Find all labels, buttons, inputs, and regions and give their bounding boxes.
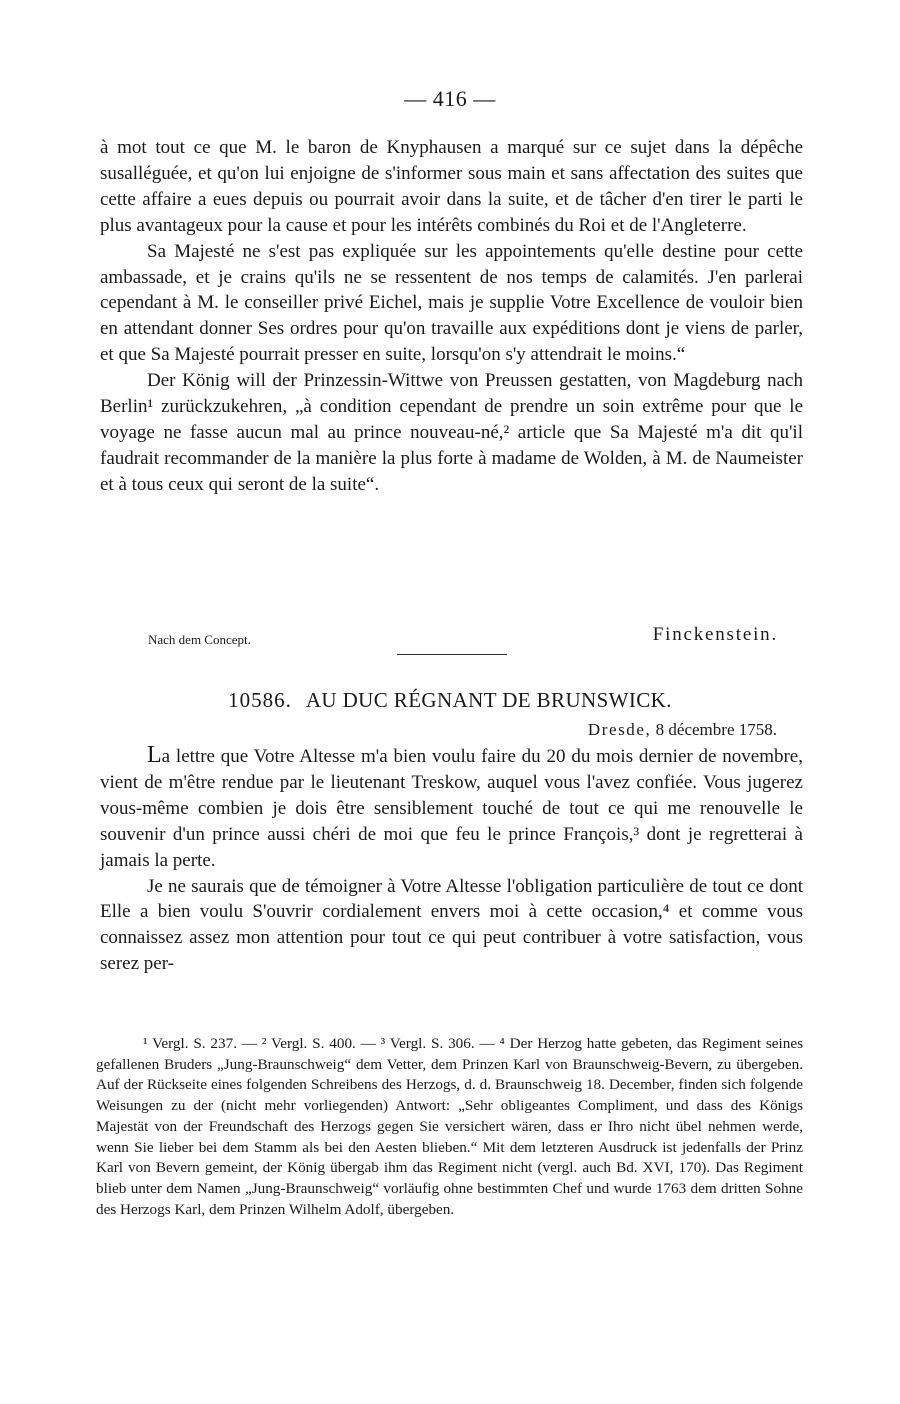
footnotes <box>96 1034 803 1220</box>
drop-cap: L <box>147 742 162 768</box>
dateline <box>588 720 777 740</box>
letter-body <box>100 743 803 977</box>
dateline-place: Dresde, <box>587 720 652 739</box>
paragraph <box>100 743 803 874</box>
paragraph: Je ne saurais que de témoigner à Votre Altesse l'obligation particulière de tout ce dont Elle a bien voulu S'ouvrir cordialement envers moi à cette occasion,⁴ et comme vous connaissez assez mon attention pour tout ce qui peut contribuer à votre satisfaction, vous serez per- <box>100 875 803 975</box>
paragraph: Sa Majesté ne s'est pas expliquée sur les appointements qu'elle destine pour cette ambassade, et je crains qu'ils ne se ressentent de nos temps de calamités. J'en parlerai cependant à M. le conseiller privé Eichel, mais je supplie Votre Excellence de vouloir bien en attendant donner Ses ordres pour qu'on travaille aux expéditions dont je viens de parler, et que Sa Majesté pourrait presser en suite, lorsqu'on s'y attendrait le moins.“ <box>100 240 803 366</box>
signature: Finckenstein. <box>652 624 778 645</box>
closing-row <box>148 624 778 650</box>
page-number: — 416 — <box>404 86 496 111</box>
section-divider <box>397 654 507 655</box>
source-note: Nach dem Concept. <box>148 632 251 647</box>
letter-number: 10586. <box>228 688 292 712</box>
letter-title: AU DUC RÉGNANT DE BRUNSWICK. <box>305 688 672 712</box>
paragraph: à mot tout ce que M. le baron de Knyphausen a marqué sur ce sujet dans la dépêche susalléguée, et qu'on lui enjoigne de s'informer sous main et sans affectation des suites que cette affaire a eues depuis ou pourrait avoir dans la suite, et de tâcher d'en tirer le parti le plus avantageux pour la cause et pour les intérêts combinés du Roi et de l'Angleterre. <box>100 137 803 236</box>
paragraph: Der König will der Prinzessin-Wittwe von Preussen gestatten, von Magdeburg nach Berlin¹ zurückzukehren, „à condition cependant de prendre un soin extrême pour que le voyage ne fasse aucun mal au prince nouveau-né,² article que Sa Majesté m'a dit qu'il faudrait recommander de la manière la plus forte à madame de Wolden, à M. de Naumeister et à tous ceux qui seront de la suite“. <box>100 370 803 495</box>
dateline-date: 8 décembre 1758. <box>655 720 777 739</box>
paragraph-text: a lettre que Votre Altesse m'a bien voulu faire du 20 du mois dernier de novembre, vient de m'être rendue par le lieutenant Treskow, auquel vous l'avez confiée. Vous jugerez vous-même combien je dois être sensiblement touché de tout ce qui me renouvelle le souvenir d'un prince aussi chéri de moi que feu le prince François,³ dont je regretterai à jamais la perte. <box>100 746 803 871</box>
letter-continuation <box>100 135 803 498</box>
footnote-text: ¹ Vergl. S. 237. — ² Vergl. S. 400. — ³ Vergl. S. 306. — ⁴ Der Herzog hatte gebeten, das Regiment seines gefallenen Bruders „Jung-Braunschweig“ dem Vetter, dem Prinzen Karl von Braunschweig-Bevern, zu übergeben. Auf der Rückseite eines folgenden Schreibens des Herzogs, d. d. Braunschweig 18. December, finden sich folgende Weisungen zu der (nicht mehr vorliegenden) Antwort: „Sehr obligeantes Compliment, und dass des Königs Majestät von der Freundschaft des Herzogs gegen Sie versichert wären, dass er Ihro nicht übel nehmen werde, wenn Sie lieber bei dem Stamm als bei den Aesten blieben.“ Mit dem letzteren Ausdruck ist jedenfalls der Prinz Karl von Bevern gemeint, der König übergab ihm das Regiment nicht (vergl. auch Bd. XVI, 170). Das Regiment blieb unter dem Namen „Jung-Braunschweig“ vorläufig ohne bestimmten Chef und wurde 1763 dem dritten Sohne des Herzogs Karl, dem Prinzen Wilhelm Adolf, übergeben. <box>96 1035 803 1218</box>
letter-heading <box>0 688 900 713</box>
